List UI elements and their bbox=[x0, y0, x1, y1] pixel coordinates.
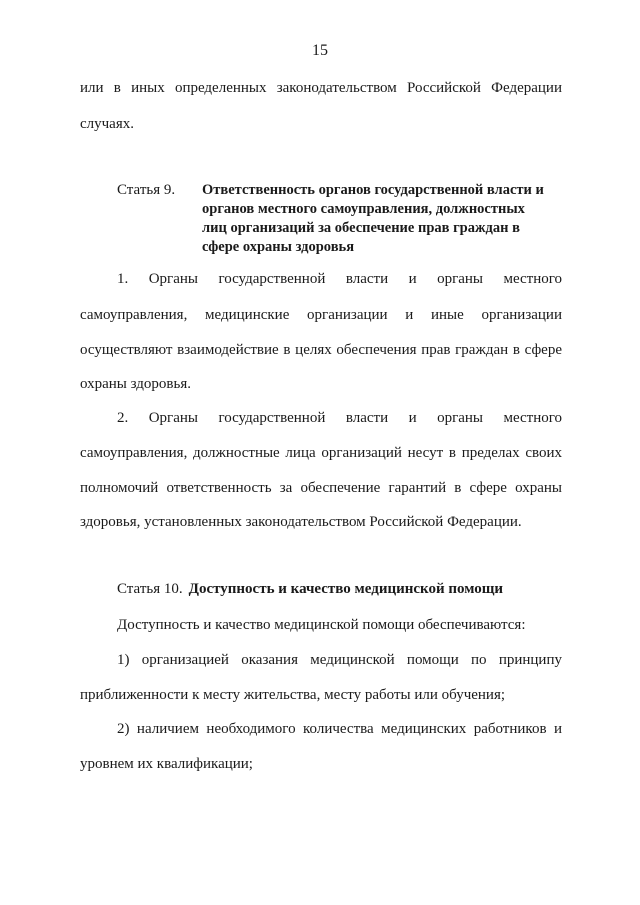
article-9-p2-line-2: самоуправления, должностные лица организаций несут в пределах своих bbox=[80, 445, 562, 461]
article-10-heading bbox=[117, 580, 503, 598]
article-10-item1-line-2: приближенности к месту жительства, месту работы или обучения; bbox=[80, 687, 506, 703]
article-9-p1-line-1: 1. Органы государственной власти и органы местного bbox=[117, 271, 562, 287]
article-9-p2-line-4: здоровья, установленных законодательством Российской Федерации. bbox=[80, 514, 522, 530]
article-9-p1-line-3: осуществляют взаимодействие в целях обеспечения прав граждан в сфере bbox=[80, 342, 562, 358]
article-10-title: Доступность и качество медицинской помощи bbox=[188, 581, 504, 597]
page-number: 15 bbox=[312, 42, 328, 59]
article-10-label: Статья 10. bbox=[117, 581, 183, 597]
article-10-intro: Доступность и качество медицинской помощи обеспечиваются: bbox=[117, 617, 526, 633]
intro-line-1: или в иных определенных законодательством Российской Федерации bbox=[80, 80, 562, 96]
article-9-title-line-1: Ответственность органов государственной власти и bbox=[202, 182, 544, 198]
article-10-item1-line-1: 1) организацией оказания медицинской помощи по принципу bbox=[117, 652, 562, 668]
article-9-p1-line-4: охраны здоровья. bbox=[80, 376, 191, 392]
article-9-label: Статья 9. bbox=[117, 182, 176, 198]
article-9-title-line-2: органов местного самоуправления, должностных bbox=[202, 201, 525, 217]
article-9-title-line-3: лиц организаций за обеспечение прав граждан в bbox=[202, 220, 520, 236]
article-10-item2-line-2: уровнем их квалификации; bbox=[80, 756, 253, 772]
article-9-p2-line-1: 2. Органы государственной власти и органы местного bbox=[117, 410, 562, 426]
article-9-p2-line-3: полномочий ответственность за обеспечение гарантий в сфере охраны bbox=[80, 480, 562, 496]
intro-line-2: случаях. bbox=[80, 116, 134, 132]
article-9-title-line-4: сфере охраны здоровья bbox=[202, 239, 355, 255]
article-9-p1-line-2: самоуправления, медицинские организации и иные организации bbox=[80, 307, 562, 323]
article-10-item2-line-1: 2) наличием необходимого количества медицинских работников и bbox=[117, 721, 562, 737]
